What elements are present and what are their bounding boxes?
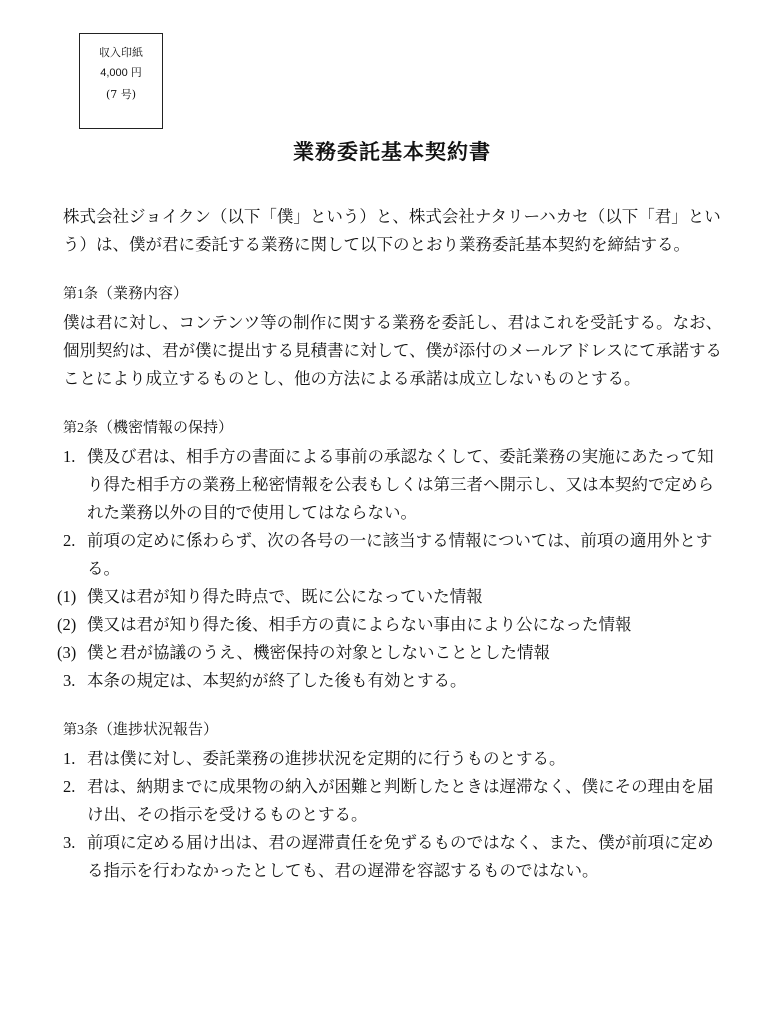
sub-item-marker: (3) (57, 643, 77, 662)
item-marker: 2. (63, 531, 76, 550)
article-2-sub-item (57, 583, 723, 611)
document-title: 業務委託基本契約書 (293, 139, 491, 164)
item-text: 君は僕に対し、委託業務の進捗状況を定期的に行うものとする。 (87, 749, 566, 768)
article-2-number: 第2条 (63, 421, 98, 436)
article-2-heading (63, 413, 723, 443)
article-3-item (63, 829, 723, 885)
sub-item-text: 僕と君が協議のうえ、機密保持の対象としないこととした情報 (87, 643, 550, 662)
document-title-wrap (0, 136, 779, 166)
article-2-title: （機密情報の保持） (98, 418, 234, 436)
article-2-sub-item (57, 611, 723, 639)
item-text: 本条の規定は、本契約が終了した後も有効とする。 (87, 671, 467, 690)
article-2-item (63, 527, 723, 583)
article-2-item (63, 443, 723, 527)
item-marker: 1. (63, 447, 76, 466)
article-3-heading (63, 715, 723, 745)
article-3-number: 第3条 (63, 723, 98, 738)
article-1-body: 僕は君に対し、コンテンツ等の制作に関する業務を委託し、君はこれを受託する。なお、個別契約は、君が僕に提出する見積書に対して、僕が添付のメールアドレスにて承諾することにより成立するものとし、他の方法による承諾は成立しないものとする。 (63, 313, 723, 388)
item-text: 君は、納期までに成果物の納入が困難と判断したときは遅滞なく、僕にその理由を届け出、その指示を受けるものとする。 (87, 777, 714, 824)
sub-item-marker: (2) (57, 615, 77, 634)
sub-item-text: 僕又は君が知り得た時点で、既に公になっていた情報 (87, 587, 483, 606)
article-3-item (63, 773, 723, 829)
revenue-stamp-box (79, 33, 163, 129)
article-3-item (63, 745, 723, 773)
article-2-item (63, 667, 723, 695)
item-text: 前項の定めに係わらず、次の各号の一に該当する情報については、前項の適用外とする。 (87, 531, 713, 578)
item-marker: 3. (63, 671, 76, 690)
preamble: 株式会社ジョイクン（以下「僕」という）と、株式会社ナタリーハカセ（以下「君」という）は、僕が君に委託する業務に関して以下のとおり業務委託基本契約を締結する。 (63, 207, 721, 254)
item-text: 前項に定める届け出は、君の遅滞責任を免ずるものではなく、また、僕が前項に定める指示を行わなかったとしても、君の遅滞を容認するものではない。 (87, 833, 714, 880)
contract-body (57, 203, 723, 885)
item-marker: 3. (63, 833, 76, 852)
article-1-number: 第1条 (63, 287, 98, 302)
article-1-title: （業務内容） (98, 284, 189, 302)
article-2-sub-item (57, 639, 723, 667)
sub-item-text: 僕又は君が知り得た後、相手方の責によらない事由により公になった情報 (87, 615, 632, 634)
stamp-label: 収入印紙 (99, 46, 143, 59)
item-marker: 2. (63, 777, 76, 796)
article-3-title: （進捗状況報告） (98, 720, 219, 738)
sub-item-marker: (1) (57, 587, 77, 606)
item-marker: 1. (63, 749, 76, 768)
stamp-amount: 4,000 円 (100, 67, 142, 79)
article-1-heading (63, 279, 723, 309)
stamp-class: (7 号) (105, 88, 137, 101)
item-text: 僕及び君は、相手方の書面による事前の承認なくして、委託業務の実施にあたって知り得た相手方の業務上秘密情報を公表もしくは第三者へ開示し、又は本契約で定められた業務以外の目的で使用してはならない。 (87, 447, 714, 522)
